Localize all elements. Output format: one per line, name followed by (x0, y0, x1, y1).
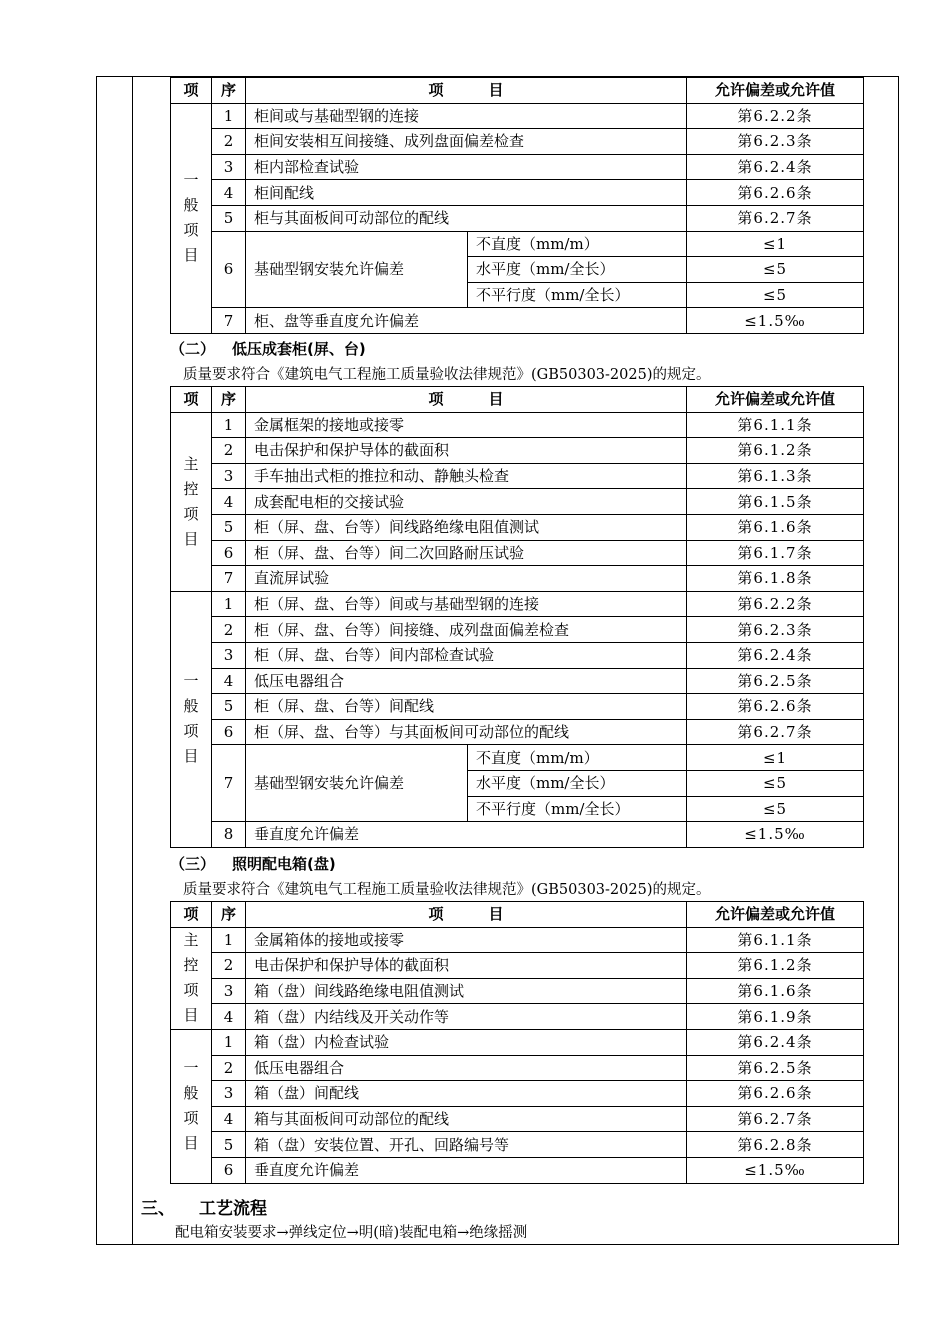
sub-item: 水平度（mm/全长） (467, 770, 686, 796)
section-requirement: 质量要求符合《建筑电气工程施工质量验收法律规范》(GB50303-2025)的规定。 (183, 367, 711, 383)
table-row (171, 617, 864, 643)
row-item: 柜内部检查试验 (246, 154, 687, 180)
row-seq: 8 (212, 822, 246, 848)
header-item: 项 目 (246, 78, 687, 104)
row-seq: 6 (212, 719, 246, 745)
row-item: 柜（屏、盘、台等）间或与基础型钢的连接 (246, 591, 687, 617)
table-row (171, 489, 864, 515)
header-category: 项 (171, 902, 212, 928)
category-general (171, 1029, 212, 1183)
row-item: 柜（屏、盘、台等）间二次回路耐压试验 (246, 540, 687, 566)
table-row (171, 129, 864, 155)
row-seq: 6 (212, 1157, 246, 1183)
table-row (171, 438, 864, 464)
row-item: 箱（盘）间线路绝缘电阻值测试 (246, 978, 687, 1004)
row-item: 柜间安装相互间接缝、成列盘面偏差检查 (246, 129, 687, 155)
row-item: 基础型钢安装允许偏差 (246, 231, 468, 308)
header-item: 项 目 (246, 387, 687, 413)
row-seq: 7 (212, 566, 246, 592)
lighting-distribution-box-table (170, 901, 864, 1184)
header-value: 允许偏差或允许值 (687, 902, 864, 928)
row-seq: 3 (212, 642, 246, 668)
row-item: 柜（屏、盘、台等）与其面板间可动部位的配线 (246, 719, 687, 745)
row-seq: 6 (212, 540, 246, 566)
row-value: 第6.2.6条 (687, 694, 864, 720)
category-label: 一般项目 (183, 171, 199, 265)
category-label: 一般项目 (183, 672, 199, 766)
table-row (171, 642, 864, 668)
row-item: 柜（屏、盘、台等）间内部检查试验 (246, 642, 687, 668)
sub-item: 不平行度（mm/全长） (467, 796, 686, 822)
row-seq: 5 (212, 205, 246, 231)
row-item: 柜（屏、盘、台等）间配线 (246, 694, 687, 720)
row-value: ≤5 (687, 257, 864, 283)
row-value: 第6.2.4条 (687, 1029, 864, 1055)
process-flow-text: 配电箱安装要求→弹线定位→明(暗)装配电箱→绝缘摇测 (175, 1225, 528, 1241)
row-item: 手车抽出式柜的推拉和动、静触头检查 (246, 463, 687, 489)
row-item: 箱（盘）间配线 (246, 1081, 687, 1107)
row-seq: 2 (212, 617, 246, 643)
section-heading-low-voltage (170, 338, 366, 359)
header-item: 项 目 (246, 902, 687, 928)
sub-item: 水平度（mm/全长） (467, 257, 686, 283)
row-item: 电击保护和保护导体的截面积 (246, 953, 687, 979)
row-value: 第6.1.5条 (687, 489, 864, 515)
row-item: 箱（盘）内检查试验 (246, 1029, 687, 1055)
category-label: 一般项目 (183, 1059, 199, 1153)
row-seq: 3 (212, 978, 246, 1004)
row-value: 第6.2.4条 (687, 642, 864, 668)
row-seq: 1 (212, 412, 246, 438)
table-row (171, 308, 864, 334)
row-seq: 4 (212, 1106, 246, 1132)
category-general (171, 591, 212, 847)
table-row (171, 1055, 864, 1081)
low-voltage-cabinet-table (170, 386, 864, 848)
row-value: 第6.2.2条 (687, 591, 864, 617)
frame-divider (132, 76, 133, 1245)
row-value: 第6.1.3条 (687, 463, 864, 489)
category-main-control (171, 412, 212, 591)
row-value: 第6.1.2条 (687, 438, 864, 464)
row-item: 箱与其面板间可动部位的配线 (246, 1106, 687, 1132)
row-item: 成套配电柜的交接试验 (246, 489, 687, 515)
table-row (171, 514, 864, 540)
row-item: 低压电器组合 (246, 668, 687, 694)
row-seq: 2 (212, 953, 246, 979)
row-value: 第6.2.3条 (687, 617, 864, 643)
row-value: ≤5 (687, 770, 864, 796)
header-category: 项 (171, 78, 212, 104)
row-seq: 2 (212, 1055, 246, 1081)
row-value: 第6.2.4条 (687, 154, 864, 180)
row-value: 第6.1.1条 (687, 412, 864, 438)
row-value: 第6.2.7条 (687, 1106, 864, 1132)
row-item: 电击保护和保护导体的截面积 (246, 438, 687, 464)
row-value: 第6.2.3条 (687, 129, 864, 155)
row-item: 柜与其面板间可动部位的配线 (246, 205, 687, 231)
row-item: 垂直度允许偏差 (246, 822, 687, 848)
table-row (171, 540, 864, 566)
table-row (171, 180, 864, 206)
row-item: 金属框架的接地或接零 (246, 412, 687, 438)
table-row (171, 463, 864, 489)
table-row (171, 1157, 864, 1183)
table-row (171, 566, 864, 592)
row-item: 柜（屏、盘、台等）间接缝、成列盘面偏差检查 (246, 617, 687, 643)
header-sequence: 序 (212, 902, 246, 928)
table-header-row (171, 902, 864, 928)
section-title: 照明配电箱(盘) (232, 855, 336, 873)
row-value: ≤1 (687, 231, 864, 257)
table-row (171, 1029, 864, 1055)
row-seq: 3 (212, 154, 246, 180)
row-item: 低压电器组合 (246, 1055, 687, 1081)
row-value: 第6.2.8条 (687, 1132, 864, 1158)
row-seq: 2 (212, 438, 246, 464)
header-sequence: 序 (212, 387, 246, 413)
row-value: 第6.2.7条 (687, 205, 864, 231)
process-title: 工艺流程 (199, 1199, 267, 1219)
table-row (171, 591, 864, 617)
table-row (171, 1132, 864, 1158)
row-seq: 4 (212, 668, 246, 694)
header-value: 允许偏差或允许值 (687, 387, 864, 413)
row-value: ≤5 (687, 282, 864, 308)
table-row (171, 103, 864, 129)
row-value: ≤1.5‰ (687, 1157, 864, 1183)
category-general (171, 103, 212, 333)
table-row (171, 1106, 864, 1132)
section-heading-lighting-box (170, 853, 336, 874)
row-value: 第6.2.6条 (687, 1081, 864, 1107)
row-seq: 5 (212, 694, 246, 720)
header-sequence: 序 (212, 78, 246, 104)
row-seq: 4 (212, 1004, 246, 1030)
row-value: 第6.2.5条 (687, 668, 864, 694)
table-row (171, 822, 864, 848)
row-value: ≤1.5‰ (687, 822, 864, 848)
row-value: 第6.1.1条 (687, 927, 864, 953)
row-seq: 1 (212, 927, 246, 953)
row-item: 直流屏试验 (246, 566, 687, 592)
row-seq: 1 (212, 1029, 246, 1055)
row-item: 基础型钢安装允许偏差 (246, 745, 468, 822)
sub-item: 不平行度（mm/全长） (467, 282, 686, 308)
table-row (171, 1081, 864, 1107)
category-label: 主控项目 (183, 931, 199, 1025)
row-seq: 4 (212, 489, 246, 515)
row-seq: 7 (212, 308, 246, 334)
row-seq: 3 (212, 1081, 246, 1107)
section-number: （三） (170, 855, 216, 873)
table-row (171, 154, 864, 180)
category-main-control (171, 927, 212, 1029)
row-item: 金属箱体的接地或接零 (246, 927, 687, 953)
row-value: ≤1.5‰ (687, 308, 864, 334)
table-row (171, 745, 864, 771)
row-value: 第6.1.6条 (687, 514, 864, 540)
row-item: 箱（盘）安装位置、开孔、回路编号等 (246, 1132, 687, 1158)
table-row (171, 694, 864, 720)
sub-item: 不直度（mm/m） (467, 745, 686, 771)
row-value: 第6.2.6条 (687, 180, 864, 206)
table-row (171, 953, 864, 979)
category-label: 主控项目 (183, 454, 199, 548)
sub-item: 不直度（mm/m） (467, 231, 686, 257)
row-seq: 3 (212, 463, 246, 489)
row-value: 第6.1.6条 (687, 978, 864, 1004)
table-row (171, 978, 864, 1004)
row-seq: 4 (212, 180, 246, 206)
row-seq: 5 (212, 1132, 246, 1158)
row-seq: 6 (212, 231, 246, 308)
row-value: 第6.1.7条 (687, 540, 864, 566)
row-value: 第6.1.8条 (687, 566, 864, 592)
section-number: （二） (170, 340, 216, 358)
row-value: 第6.2.7条 (687, 719, 864, 745)
table-header-row (171, 387, 864, 413)
row-seq: 1 (212, 103, 246, 129)
table-row (171, 719, 864, 745)
section-title: 低压成套柜(屏、台) (232, 340, 366, 358)
row-value: 第6.1.2条 (687, 953, 864, 979)
header-value: 允许偏差或允许值 (687, 78, 864, 104)
row-item: 柜（屏、盘、台等）间线路绝缘电阻值测试 (246, 514, 687, 540)
row-item: 柜间或与基础型钢的连接 (246, 103, 687, 129)
row-value: 第6.2.2条 (687, 103, 864, 129)
table-row (171, 231, 864, 257)
section-requirement: 质量要求符合《建筑电气工程施工质量验收法律规范》(GB50303-2025)的规定。 (183, 882, 711, 898)
row-seq: 7 (212, 745, 246, 822)
row-seq: 2 (212, 129, 246, 155)
header-category: 项 (171, 387, 212, 413)
process-heading (141, 1194, 267, 1219)
table-row (171, 927, 864, 953)
table-row (171, 1004, 864, 1030)
row-value: ≤5 (687, 796, 864, 822)
table-row (171, 668, 864, 694)
row-value: 第6.2.5条 (687, 1055, 864, 1081)
row-item: 柜间配线 (246, 180, 687, 206)
row-value: ≤1 (687, 745, 864, 771)
row-item: 柜、盘等垂直度允许偏差 (246, 308, 687, 334)
row-item: 垂直度允许偏差 (246, 1157, 687, 1183)
row-value: 第6.1.9条 (687, 1004, 864, 1030)
process-number: 三、 (141, 1199, 175, 1219)
row-seq: 1 (212, 591, 246, 617)
table-header-row (171, 78, 864, 104)
table-row (171, 205, 864, 231)
row-item: 箱（盘）内结线及开关动作等 (246, 1004, 687, 1030)
row-seq: 5 (212, 514, 246, 540)
cabinet-general-items-table (170, 77, 864, 334)
table-row (171, 412, 864, 438)
